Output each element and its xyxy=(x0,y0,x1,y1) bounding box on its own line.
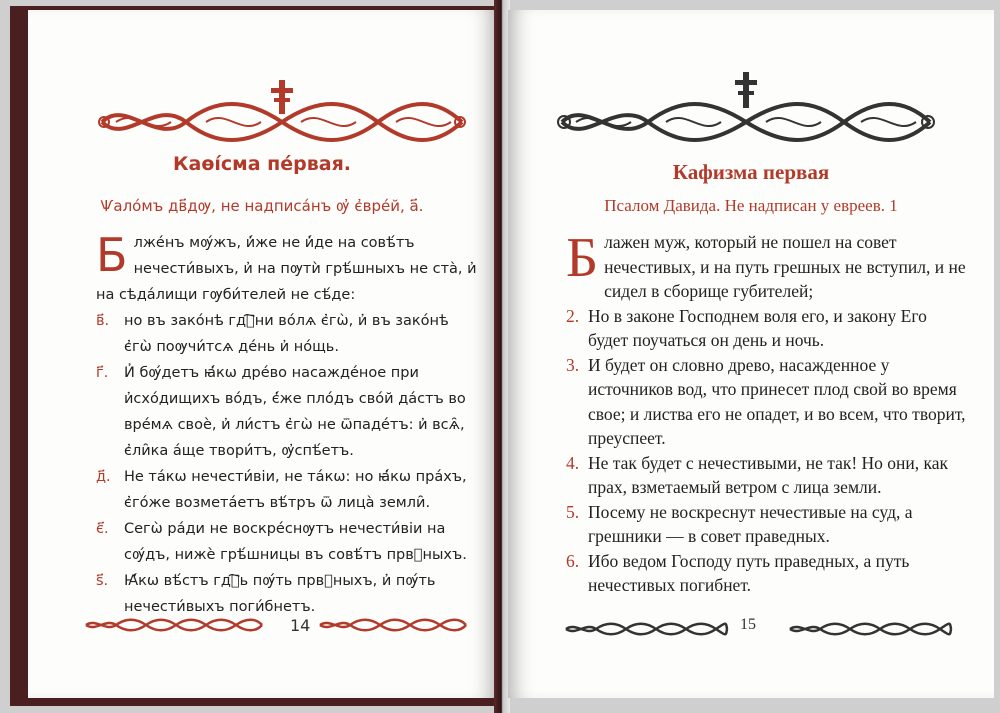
drop-cap: Б xyxy=(566,227,599,289)
verse-number: в҃. xyxy=(96,313,110,329)
psalm-heading: Псалом Давида. Не надписан у евреев. 1 xyxy=(604,196,898,215)
verse-list xyxy=(96,230,481,620)
verse-number: 5. xyxy=(566,501,580,522)
page-title: Каѳі́сма пе́рвая. xyxy=(172,153,352,175)
verse-number: 3. xyxy=(566,354,580,375)
verse-4 xyxy=(96,464,481,516)
cross-icon xyxy=(735,72,757,108)
knotwork-header-ornament-left xyxy=(96,78,468,148)
verse-list xyxy=(566,227,971,598)
verse-2 xyxy=(566,304,971,353)
verse-text: Посему не воскреснут нечестивые на суд, а грешники — в совет праведных. xyxy=(588,501,913,546)
verse-number: ѕ҃. xyxy=(96,573,109,589)
verse-number: 4. xyxy=(566,452,580,473)
verse-text: Не та́кѡ нечести́віи, не та́кѡ: но ꙗ҆́кѡ пра́хъ, є҆го́же возмета́етъ вѣ́тръ ѿ лица̀ земли̑. xyxy=(124,469,467,511)
page-number: 15 xyxy=(740,616,756,633)
page-number: 14 xyxy=(290,616,311,635)
verse-3 xyxy=(566,353,971,451)
page-title: Кафизма первая xyxy=(672,160,830,184)
verse-5 xyxy=(566,500,971,549)
braid-divider-left-1 xyxy=(84,618,264,632)
verse-text: но въ зако́нѣ гдⷭ҇ни во́лѧ є҆гѡ̀, и҆ въ зако́нѣ є҆гѡ̀ поѹчи́тсѧ де́нь и҆ но́щь. xyxy=(124,313,449,355)
verse-text: лже́нъ мѹ́жъ, и҆́же не и҆́де на совѣ́тъ нечести́выхъ, и҆ на пѹтѝ грѣ́шныхъ не ста̀, и҆ на сѣда́лищи гѹби́телей не сѣ́де: xyxy=(96,235,477,303)
verse-text: лажен муж, который не пошел на совет нечестивых, и на путь грешных не вступил, и не сидел в сборище губителей; xyxy=(604,232,966,301)
verse-1 xyxy=(96,230,481,308)
left-page xyxy=(28,10,496,698)
verse-1 xyxy=(566,227,971,304)
verse-text: Не так будет с нечестивыми, не так! Но они, как прах, взметаемый ветром с лица земли. xyxy=(588,452,949,497)
verse-number: д҃. xyxy=(96,469,111,485)
verse-number: г҃. xyxy=(96,365,109,381)
verse-text: Ибо ведом Господу путь праведных, а путь нечестивых погибнет. xyxy=(588,550,910,595)
drop-cap: Б xyxy=(96,228,128,282)
cross-icon xyxy=(271,80,293,114)
verse-text: Ꙗ҆́кѡ вѣ́стъ гдⷭ҇ь пѹ́ть првⷣныхъ, и҆ пѹ́ть нечести́выхъ поги́бнетъ. xyxy=(124,573,436,615)
braid-divider-right-1 xyxy=(564,622,729,636)
right-page xyxy=(508,10,994,698)
verse-number: є҃. xyxy=(96,521,109,537)
verse-2 xyxy=(96,308,481,360)
verse-6 xyxy=(566,549,971,598)
verse-6 xyxy=(96,568,481,620)
verse-text: И҆ бѹ́детъ ꙗ҆́кѡ дре́во насажде́ное при и҆схо́дищихъ во́дъ, є҆́же пло́дъ сво́й да́стъ во вре́мѧ своѐ, и҆ ли́стъ є҆гѡ̀ не ѿпаде́тъ: и҆ всѧ̑, є҆ли̑ка а́ще твори́тъ, ѹ҆спѣ́етъ. xyxy=(124,365,466,459)
braid-divider-right-2 xyxy=(788,622,953,636)
verse-number: 6. xyxy=(566,550,580,571)
verse-text: Но в законе Господнем воля его, и закону Его будет поучаться он день и ночь. xyxy=(588,305,927,350)
verse-3 xyxy=(96,360,481,464)
verse-5 xyxy=(96,516,481,568)
verse-text: И будет он словно древо, насажденное у источников вод, что принесет плод свой во время свое; и листва его не опадет, и во всем, что творит, преуспеет. xyxy=(588,354,966,448)
verse-number: 2. xyxy=(566,305,580,326)
braid-divider-left-2 xyxy=(318,618,468,632)
knotwork-header-ornament-right xyxy=(556,70,936,150)
verse-text: Сегѡ̀ ра́ди не воскре́снѹтъ нечести́віи на сѹ́дъ, нижѐ грѣ́шницы въ совѣ́тъ првⷣныхъ. xyxy=(124,521,467,563)
psalm-heading: Ѱало́мъ дв҃дѹ, не надписа́нъ ѹ҆ є҆вре́й, а҃. xyxy=(100,197,424,215)
verse-4 xyxy=(566,451,971,500)
